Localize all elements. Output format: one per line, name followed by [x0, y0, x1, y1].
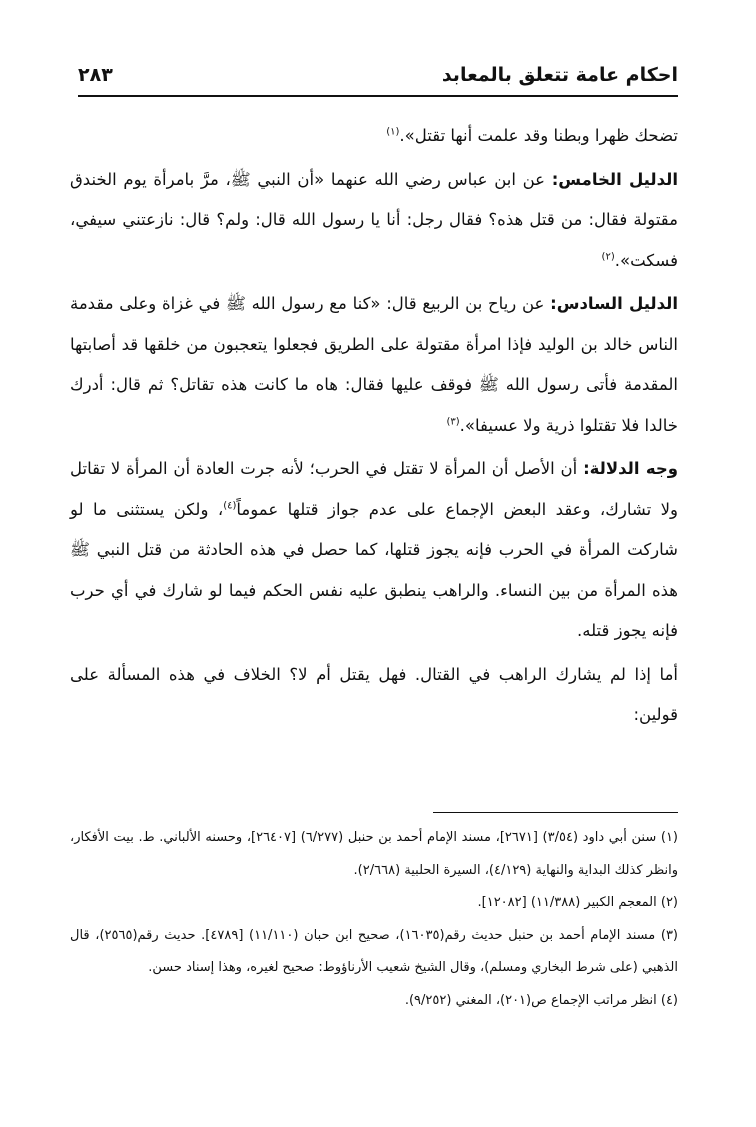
footnote-3: (٣) مسند الإمام أحمد بن حنبل حديث رقم(١٦٠٣٥)، صحيح ابن حبان (١١/١١٠) [٤٧٨٩]. حديث رقم(٢٥٦٥)، قال الذهبي (على شرط البخاري ومسلم)، وقال الشيخ شعيب الأرناؤوط: صحيح لغيره، وهذا إسناد حسن.: [70, 927, 678, 975]
main-text: [70, 116, 678, 739]
footnote-ref-4: (٤): [223, 500, 237, 511]
paragraph-2-text: عن ابن عباس رضي الله عنهما «أن النبي ﷺ، مرَّ بامرأة يوم الخندق مقتولة فقال: من قتل هذه؟ فقال رجل: أنا يا رسول الله قال: ولم؟ قال: نازعتني سيفي، فسكت».: [70, 169, 678, 270]
inference-label: وجه الدلالة:: [583, 459, 678, 478]
paragraph-4-text-b: ، ولكن يستثنى ما لو شاركت المرأة في الحرب فإنه يجوز قتلها، كما حصل في هذه الحادثة من قتل النبي ﷺ هذه المرأة من بين النساء. والراهب ينطبق عليه نفس الحكم فيما لو شارك في أي حرب فإنه يجوز قتله.: [70, 499, 678, 640]
running-head: احكام عامة تتعلق بالمعابد: [441, 64, 678, 86]
footnote-ref-2: (٢): [601, 251, 615, 262]
paragraph-1: [70, 116, 678, 157]
footnote-rule: [433, 812, 678, 813]
paragraph-5-text: أما إذا لم يشارك الراهب في القتال. فهل يقتل أم لا؟ الخلاف في هذه المسألة على قولين:: [70, 664, 678, 724]
footnote-ref-3: (٣): [446, 416, 460, 427]
paragraph-3-text: عن رياح بن الربيع قال: «كنا مع رسول الله ﷺ في غزاة وعلى مقدمة الناس خالد بن الوليد فإذا امرأة مقتولة على الطريق فجعلوا يتعجبون من خلقها قد أصابتها المقدمة فأتى رسول الله ﷺ فوقف عليها فقال: هاه ما كانت هذه تقاتل؟ ثم قال: أدرك خالدا فلا تقتلوا ذرية ولا عسيفا».: [70, 294, 678, 435]
footnotes: [70, 822, 678, 1017]
footnote-ref-1: (١): [386, 126, 400, 138]
header-rule: [78, 95, 678, 97]
paragraph-1-text: تضحك ظهرا وبطنا وقد علمت أنها تقتل».: [399, 126, 678, 145]
paragraph-3: [70, 284, 678, 446]
page-header: [78, 58, 678, 98]
evidence-five-label: الدليل الخامس:: [551, 169, 678, 189]
paragraph-4: [70, 449, 678, 652]
paragraph-5: [70, 655, 678, 736]
paragraph-4-text-a: أن الأصل أن المرأة لا تقتل في الحرب؛ لأنه جرت العادة أن المرأة لا تقاتل ولا تشارك، وعقد البعض الإجماع على عدم جواز قتلها عموماً: [70, 459, 678, 519]
footnote-4: (٤) انظر مراتب الإجماع ص(٢٠١)، المغني (٩/٢٥٢).: [404, 992, 678, 1008]
page-number: ٢٨٣: [78, 64, 113, 86]
footnote-2: (٢) المعجم الكبير (١١/٣٨٨) [١٢٠٨٢].: [477, 895, 678, 910]
footnote-1: (١) سنن أبي داود (٣/٥٤) [٢٦٧١]، مسند الإمام أحمد بن حنبل (٦/٢٧٧) [٢٦٤٠٧]، وحسنه الألباني. ط. بيت الأفكار، وانظر كذلك البداية والنهاية (٤/١٢٩)، السيرة الحلبية (٢/٦٦٨).: [70, 830, 678, 878]
paragraph-2: [70, 160, 678, 282]
evidence-six-label: الدليل السادس:: [550, 294, 679, 313]
